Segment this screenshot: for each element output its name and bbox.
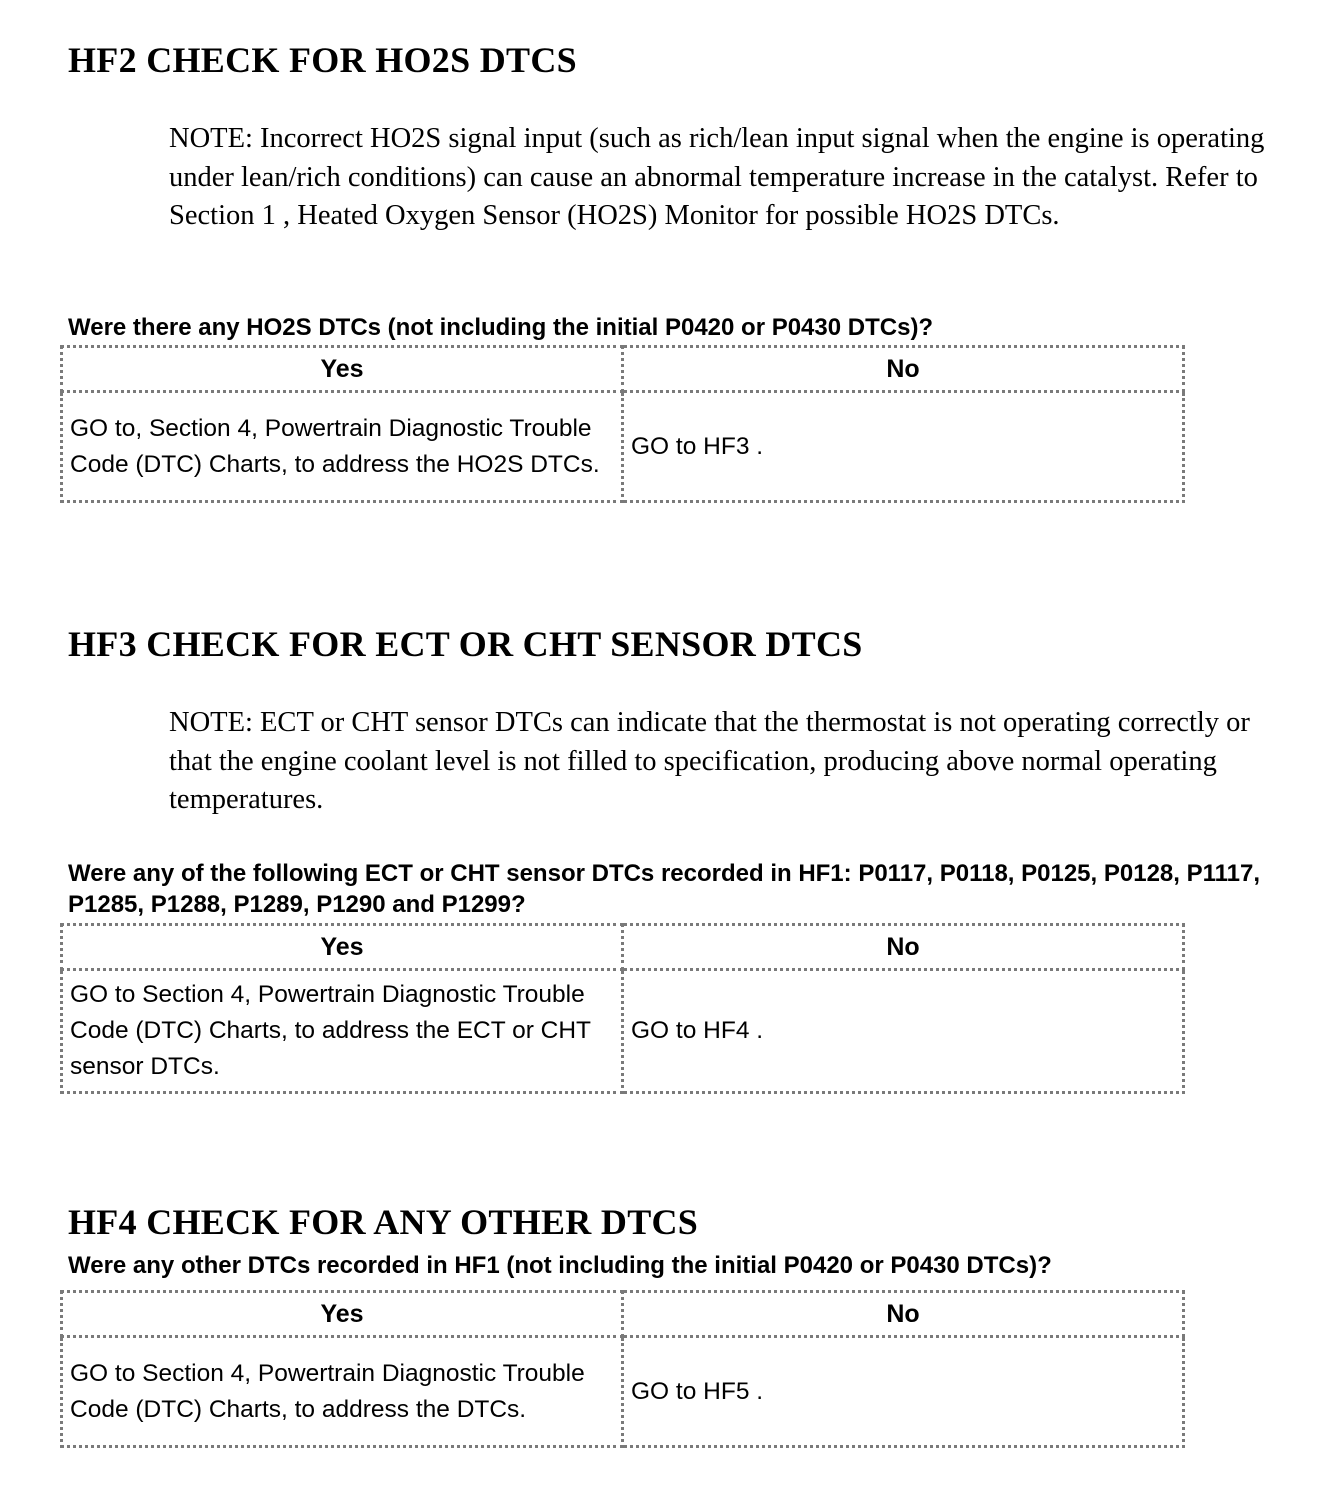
- decision-table: [60, 345, 1185, 503]
- section-note: NOTE: ECT or CHT sensor DTCs can indicate that the thermostat is not operating correctly or that the engine coolant level is not filled to specification, producing above normal operating temperatures.: [169, 707, 1250, 815]
- no-header: No: [623, 1292, 1184, 1337]
- section-question: Were any of the following ECT or CHT sensor DTCs recorded in HF1: P0117, P0118, P0125, P0128, P1117, P1285, P1288, P1289, P1290 and P1299?: [68, 860, 1261, 918]
- section-hf2: [68, 40, 1268, 478]
- section-question: Were there any HO2S DTCs (not including the initial P0420 or P0430 DTCs)?: [68, 314, 934, 341]
- section-heading: HF2 CHECK FOR HO2S DTCS: [68, 40, 577, 80]
- section-heading: HF3 CHECK FOR ECT OR CHT SENSOR DTCS: [68, 624, 863, 664]
- section-note: NOTE: Incorrect HO2S signal input (such as rich/lean input signal when the engine is operating under lean/rich conditions) can cause an abnormal temperature increase in the catalyst. Refer to Section 1 , Heated Oxygen Sensor (HO2S) Monitor for possible HO2S DTCs.: [169, 123, 1265, 231]
- decision-table: [60, 923, 1185, 1094]
- decision-table: [60, 1290, 1185, 1448]
- table-row: [62, 392, 1184, 502]
- yes-action: GO to, Section 4, Powertrain Diagnostic Trouble Code (DTC) Charts, to address the HO2S DTCs.: [62, 392, 623, 502]
- no-action: GO to HF5 .: [623, 1337, 1184, 1447]
- yes-header: Yes: [62, 925, 623, 970]
- no-header: No: [623, 925, 1184, 970]
- no-action: GO to HF4 .: [623, 970, 1184, 1093]
- section-heading: HF4 CHECK FOR ANY OTHER DTCS: [68, 1202, 699, 1242]
- no-action: GO to HF3 .: [623, 392, 1184, 502]
- yes-action: GO to Section 4, Powertrain Diagnostic Trouble Code (DTC) Charts, to address the ECT or CHT sensor DTCs.: [62, 970, 623, 1093]
- yes-header: Yes: [62, 347, 623, 392]
- table-header-row: [62, 925, 1184, 970]
- no-header: No: [623, 347, 1184, 392]
- table-row: [62, 970, 1184, 1093]
- yes-action: GO to Section 4, Powertrain Diagnostic Trouble Code (DTC) Charts, to address the DTCs.: [62, 1337, 623, 1447]
- table-row: [62, 1337, 1184, 1447]
- table-header-row: [62, 347, 1184, 392]
- yes-header: Yes: [62, 1292, 623, 1337]
- section-hf4: [68, 1202, 1268, 1423]
- table-header-row: [62, 1292, 1184, 1337]
- section-hf3: [68, 624, 1268, 1080]
- section-question: Were any other DTCs recorded in HF1 (not including the initial P0420 or P0430 DTCs)?: [68, 1252, 1052, 1279]
